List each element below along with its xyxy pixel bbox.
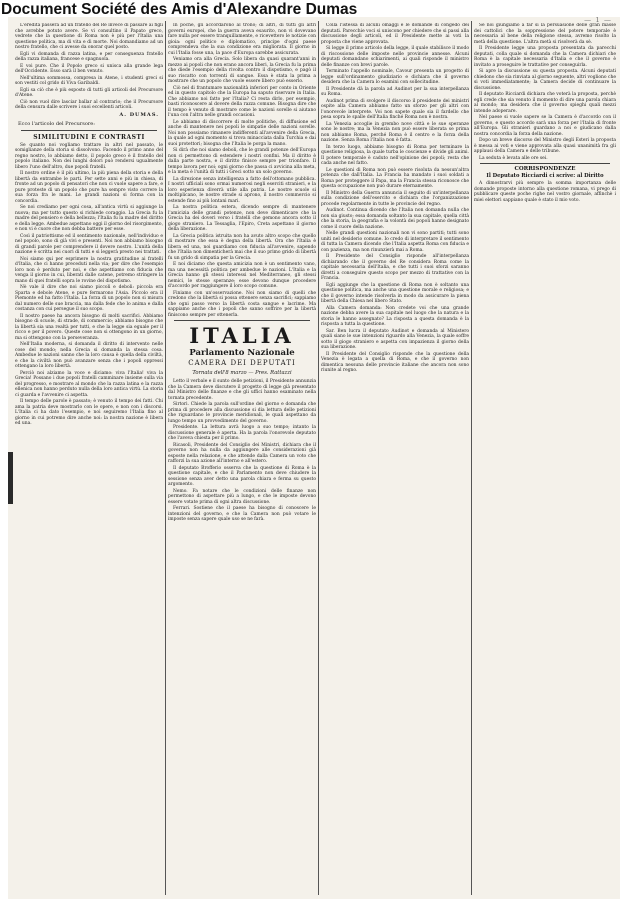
paragraph: Si dirà che noi siamo deboli, che le grandi potenze dell'Europa non ci permettono di estendere i nostri confini. Ma il diritto è dalla parte nostra, e il diritto finisce sempre per trionfare. Il tempo lavora per noi; ogni giorno che passa ci avvicina alla meta, e la meta è l'unità di tutti i Greci sotto un solo governo.: [168, 148, 316, 175]
binding-shadow: [8, 452, 13, 504]
paragraph: Sirtori. Chiede la parola sull'ordine del giorno e domanda che prima di procedere alla discussione si dia lettura delle petizioni che riguardano le provincie meridionali, le quali aspettano da lungo tempo un provvedimento del governo.: [168, 402, 316, 424]
paragraph: Nel paese si vuole sapere se la Camera è d'accordo con il governo, e questo accordo sarà una forza per l'Italia di fronte all'Europa. Gli stranieri guardano a noi e giudicano dalla nostra concordia la forza della nazione.: [474, 115, 616, 137]
paragraph: Si legge il primo articolo della legge, il quale stabilisce il modo di riscossione delle imposte nelle provincie annesse. Alcuni deputati domandano schiarimenti, ai quali risponde il ministro delle finanze con brevi parole.: [321, 46, 469, 68]
opening-paragraphs: [15, 23, 163, 111]
paragraph: Così il patriottismo ed il sentimento nazionale, nell'individuo e nel popolo, sono di già vivi e presenti. Noi non abbiamo bisogno di grandi parole per comprendere il dovere nostro. L'unità della nazione è scritta nei cuori di tutti e si leggerà presto nei trattati.: [15, 233, 163, 255]
paragraph: Colla l'istessa di alcuni omaggi e le domande di congedo dei deputati. Parecchie voci si uniscono per chiedere che si passi alla discussione degli articoli, ed il Presidente mette ai voti la proposta che viene approvata.: [321, 23, 469, 45]
paragraph: Nè vale il dire che noi siamo piccoli e deboli: piccola era Sparta e debole Atene, e pure fermarono l'Asia. Piccolo era il Piemonte ed ha fatto l'Italia. La forza di un popolo non si misura dal numero delle sue braccia, ma dalla fede che lo anima e dalla costanza con cui persegue il suo scopo.: [15, 285, 163, 312]
column-1: [15, 23, 163, 895]
paragraph: E voi pure. Che il Popolo greco si unisca alla grande lega dell'Occidente. Esso sarà il ben venuto.: [15, 63, 163, 74]
column-rule: [165, 21, 166, 895]
paragraph: Egli vi domanda di razza latina, e per conseguenza fratello della razza italiana, francese e spagnuola.: [15, 51, 163, 62]
correspondence-heading: CORRISPONDENZE: [514, 166, 576, 172]
chamber-title: CAMERA DEI DEPUTATI: [188, 359, 296, 367]
column-2: [168, 23, 316, 895]
column-3: [321, 23, 469, 895]
paragraph: Ferrari. Sostiene che il paese ha bisogno di conoscere le intenzioni del governo, e che la Camera non può votare le imposte senza sapere quale uso se ne farà.: [168, 506, 316, 522]
paragraph: Noi siamo qui per esprimere la nostra gratitudine ai fratelli d'Italia, che ci hanno preceduti nella via; per dire che l'esempio loro non è perduto per noi, e che aspettiamo con fiducia che venga il giorno in cui, liberati dalle catene, potremo stringere la mano di quei fratelli sopra le rovine del dispotismo.: [15, 256, 163, 284]
paragraph: Se noi crediamo per ogni cosa, all'antica virtù si aggiunge la nuova; ma per tutto questo si richiede coraggio. La Grecia fu la madre del pensiero e della bellezza; l'Italia fu la madre del diritto e della legge. Ambedue aspettano oggi il giorno del risorgimento, e non vi è cuore che non debba battere per esse.: [15, 205, 163, 232]
paragraph: Letto il verbale e il sunto delle petizioni, il Presidente annunzia che la Camera deve discutere il progetto di legge già presentato dal Ministro delle finanze e che gli uffici hanno esaminato nella tornata precedente.: [168, 379, 316, 401]
page-number: — 1 —: [584, 17, 612, 24]
paragraph: Finiamo con un'osservazione. Noi non siamo di quelli che credono che la libertà si possa ottenere senza sacrifici; sappiamo che ogni passo verso la libertà costa sangue e lacrime. Ma sappiamo anche che i popoli che sanno soffrire per la libertà finiscono sempre per ottenerla.: [168, 290, 316, 318]
paragraph: Egli aggiunge che la questione di Roma non è soltanto una questione politica, ma anche una questione morale e religiosa; e che il governo intende risolverla in modo da assicurare la piena libertà della Chiesa nel libero Stato.: [321, 282, 469, 304]
paragraph: Nelle grandi questioni nazionali non vi sono partiti; tutti sono uniti nel desiderio comune. Io credo di interpretare il sentimento di tutta la Camera dicendo che l'Italia aspetta Roma con fiducia e con pazienza, ma non rinunzierà mai a Roma.: [321, 231, 469, 253]
document-watermark: Document Société des Amis d'Alexandre Dumas: [1, 1, 358, 18]
paragraph: Se noi giungiamo a far sì la persuasione delle gran masse dei cattolici che la soppressione del potere temporale è necessaria al bene della religione stessa, avremo risolto la metà della questione. L'altra metà si risolverà da sè.: [474, 23, 616, 45]
paragraph: Ciò non vuol dire lasciar ballar al contrario; che il Precursore della censura dalle scrivere i suoi eccellenti articoli.: [15, 99, 163, 110]
paragraph: Il deputato Ricciardi dichiara che voterà la proposta, perchè egli crede che sia venuto il momento di dire una parola chiara al mondo; ma desidera che il governo spieghi quali mezzi intende adoperare.: [474, 92, 616, 114]
session-line: Tornata dell'8 marzo — Pres. Rattazzi: [192, 370, 292, 376]
paragraph: Nell'Italia moderna, si domanda il diritto di intervento nelle cose del mondo; nella Grecia si domanda la stessa cosa. Ambedue le nazioni sanno che la loro causa è quella della civiltà, e che la civiltà non può avanzare senza che i popoli oppressi ottengano la loro libertà.: [15, 342, 163, 369]
paragraph: Terminato l'appello nominale, Cavour presenta un progetto di legge sull'ordinamento giudiziario e dichiara che il governo desidera che la Camera lo esamini con sollecitudine.: [321, 69, 469, 85]
paragraph: Alla Camera domanda: Non credete voi che una grande nazione debba avere la sua capitale nel luogo che la natura e la storia le hanno assegnato? La risposta a questa domanda è la risposta a tutta la questione.: [321, 305, 469, 327]
paragraph: In terzo luogo, abbiamo bisogno di Roma per terminare la questione religiosa, la quale turba le coscienze e divide gli animi. Il potere temporale è caduto nell'opinione dei popoli; resta che cada anche nel fatto.: [321, 144, 469, 166]
paragraph: Audinot prima di svolgere il discorso il presidente dei ministri ospite alla Camera abbiamo fatto un sforzo per gli altri con l'onorevole interprete. Voi non sapete quale sia il fardello che pesa sopra le spalle dell'Italia finché Roma non è nostra.: [321, 98, 469, 120]
paragraph: La nostra politica estera, dicendo sempre di mantenere l'amicizia delle grandi potenze, non deve dimenticare che la Grecia ha dei doveri verso i fratelli che gemono ancora sotto il giogo straniero. La Tessaglia, l'Epiro, Creta aspettano il giorno della liberazione.: [168, 205, 316, 232]
newspaper-page: [8, 17, 620, 899]
paragraph: A dimostrarvi più sempre la somma importanza delle domande proposte intorno alla questione romana, vi prego di pubblicare queste poche righe nel vostro giornale, affinchè i miei elettori sappiano quale è stato il mio voto.: [474, 181, 616, 203]
divider: [174, 320, 310, 321]
paragraph: Presidente. La lettura avrà luogo a suo tempo; intanto la discussione generale è aperta. Ha la parola l'onorevole deputato che l'aveva chiesta per il primo.: [168, 425, 316, 441]
paragraph: Se quanto noi vogliamo trattare in altri nel passato, le somiglianze della storia si dissolvono. Facendo il primo anno del regno nostro, lo abbiamo detto, il popolo greco è il fratello del popolo italiano. Non dei lunghi dolori può rendersi ugualmente libero l'uno dell'altro, due popoli fratelli.: [15, 142, 163, 170]
paragraph: Audinot. Continua dicendo che l'Italia non domanda nulla che non sia giusto; essa domanda soltanto la sua capitale, quella città che la storia, la geografia e la volontà dei popoli hanno designato come il cuore della nazione.: [321, 208, 469, 230]
correspondence-subheading: Il Deputato Ricciardi ci scrive: al Diritto: [486, 173, 604, 179]
column-rule: [318, 21, 319, 895]
paragraph: Nell'ultima sommossa, compresa in Atene, i studenti greci si son vestiti col grido di Viva Garibaldi.: [15, 75, 163, 86]
paragraph: Il Ministro della Guerra annuncia il seguito di un'interpellanza sulla condizione dell'esercito e dichiara che l'organizzazione procede regolarmente in tutte le provincie del regno.: [321, 190, 469, 207]
paragraph: La seduta è levata alle ore sei.: [479, 155, 548, 161]
paragraph: Le abbiamo di discorrere di molte politiche, di diffusione ed anche di mantenere nei popoli le simpatie delle nazioni sorelle. Noi non possiamo rimanere indifferenti all'avvenire della Grecia, la quale ad ogni momento si trova minacciata dalla Turchia e dai suoi protettori; bisogna che l'Italia le porga la mano.: [168, 119, 316, 147]
paragraph: Il nostro paese ha ancora bisogno di molti sacrifici. Abbiamo bisogno di scuole, di strade, di commercio; abbiamo bisogno che la libertà sia una realtà per tutti, e che la legge sia eguale per il ricco e per il povero. Queste cose non si ottengono in un giorno, ma si ottengono con la perseveranza.: [15, 313, 163, 341]
paragraph: Ciò nel di frantumare nazionalità inferiori per conto in Oriente ed in questo capitolo che la Europa ha saputo riservare in Italia. Che abbiamo noi fatto per l'Italia? Ci resta dirlo, per esempio, basti riconoscere al dovere della razza comune. Bisogna dire che il tempo è venuto di mostrare come le nazioni sorelle si aiutano l'una con l'altra nelle grandi occasioni.: [168, 85, 316, 118]
paragraph: Nemo. Fa notare che le condizioni delle finanze non permettono di aspettare più a lungo, e che le imposte devono essere votate prima di ogni altra discussione.: [168, 488, 316, 505]
paragraph: Il nostro ordine è il più ultimo, la più piena della storia e della libertà da entrambe le parti. Per sette anni e più in chiesa, di fronte ad un popolo di pensatori che non ci vuole sapere a fare, e pure proteste di un popolo che pure ha sempre visto correre la sua forza fra le mani. Le grandi nazioni si forma con la concordia.: [15, 171, 163, 204]
paragraph: La Venezia accoglie in grembo nove città e le sue speranze sono le nostre; ma la Venezia non può essere liberata se prima non abbiamo Roma, perché Roma è il centro e la forza della nazione. Senza Roma l'Italia non è fatta.: [321, 121, 469, 143]
paragraph: Il deputato Brofferio osserva che la questione di Roma è la questione capitale, e che il Parlamento non deve chiudere la sessione senza aver detto una parola chiara e ferma su questo argomento.: [168, 465, 316, 487]
paragraph: L'eredità passerà ad un fratello del Re invece di passare ai figli che avrebbe potuto avere. Se vi consultino il Papato greco, vedrete che la questione di Roma non è più per l'Italia una questione politica, ma di vita e di morte. Noi domandiamo ad un nostro fratello, che ci avesse da onorar quel posto.: [15, 23, 163, 50]
paragraph: Egli sa ciò che è più esposto di tutti gli articoli del Precursore d'Atene.: [15, 87, 163, 98]
paragraph: Le questioni di Roma non può essere risoluta da nessun'altra potenza che dall'Italia. La Francia ha mandato i suoi soldati a Roma per proteggere il Papa, ma la Francia stessa riconosce che questa occupazione non può durare eternamente.: [321, 167, 469, 189]
paragraph: Perciò noi alziamo la voce e diciamo: viva l'Italia! viva la Grecia! Possano i due popoli fratelli camminare insieme sulla via del progresso, e mostrare al mondo che la razza latina e la razza ellenica non hanno perduto nulla della loro antica virtù. La storia ci guarda e l'avvenire ci aspetta.: [15, 370, 163, 398]
article-title: SIMILITUDINI E CONTRASTI: [33, 133, 145, 141]
paragraph: Il Presidente del Consiglio risponde che la questione della Venezia è legata a quella di Roma, e che il governo non dimentica nessuna delle provincie italiane che ancora non sono riunite al regno.: [321, 351, 469, 373]
column-4: [474, 23, 616, 895]
author-signature: A. DUMAS.: [119, 111, 159, 118]
column-rule: [471, 21, 472, 895]
paragraph: Il Presidente del Consiglio risponde all'interpellanza dichiarando che il governo del Re considera Roma come la capitale necessaria dell'Italia, e che tutti i suoi sforzi saranno diretti a conseguire questo scopo per mezzo di trattative con la Francia.: [321, 254, 469, 281]
paragraph: La Grecia politica istruita non ha avuto altro scopo che quello di mostrare che essa è degna della libertà. Ora che l'Italia è libera ed una, noi guardiamo con fiducia all'avvenire, sapendo che l'Italia non dimenticherà mai che il suo primo grido di libertà fu un grido di simpatia per la Grecia.: [168, 233, 316, 261]
paragraph: Si apre la discussione su questa proposta. Alcuni deputati chiedono che sia rinviata al giorno seguente, altri vogliono che si voti immediatamente; la Camera decide di continuare la discussione.: [474, 69, 616, 91]
paragraph: La direzione senza intelligenza a fatto dell'ottomano pubblica. I nostri ufficiali sono ormai numerosi negli eserciti stranieri, e la loro esperienza diverrà utile alla patria. Le nostre scuole si moltiplicano, le nostre strade si aprono, il nostro commercio si estende fino ai più lontani mari.: [168, 176, 316, 204]
paragraph: Il Presidente legge una proposta presentata da parecchi deputati, colla quale si domanda che la Camera dichiari che Roma è la capitale necessaria d'Italia e che il governo è invitato a proseguire le trattative per conseguirla.: [474, 46, 616, 68]
divider: [21, 130, 157, 131]
paragraph: Veniamo ora alla Grecia. Solo libera da quasi quarant'anni in mezzo ai popoli che non erano ancora liberi, la Grecia fu la prima che diede l'esempio della rivolta contro il dispotismo, e pagò il suo riscatto con torrenti di sangue. Essa è stata la prima a mostrare che un popolo che vuole essere libero può esserlo.: [168, 57, 316, 84]
paragraph: E noi diciamo che questa amicizia non è un sentimento vano, ma una necessità politica per ambedue le nazioni. L'Italia e la Grecia hanno gli stessi interessi nel Mediterraneo, gli stessi nemici, le stesse speranze; esse devono dunque procedere d'accordo per raggiungere il loro scopo comune.: [168, 262, 316, 289]
paragraph: Sar. Ben lucra il deputato Audinot e domanda al Ministero quali siano le sue intenzioni riguardo alla Venezia, la quale soffre sotto il giogo straniero e aspetta con impazienza il giorno della sua liberazione.: [321, 328, 469, 350]
article-intro: Ecco l'articolo del Precursore:: [18, 120, 95, 127]
paragraph: Dopo un breve discorso del Ministro degli Esteri la proposta è messa ai voti e viene approvata alla quasi unanimità fra gli applausi della Camera e delle tribune.: [474, 138, 616, 154]
paragraph: Il Presidente dà la parola ad Audinot per la sua interpellanza su Roma.: [321, 86, 469, 97]
divider: [480, 163, 610, 164]
newspaper-title: ITALIA: [189, 323, 295, 348]
parliament-title: Parlamento Nazionale: [189, 348, 295, 358]
paragraph: Il tempo delle parole è passato; è venuto il tempo dei fatti. Chi ama la patria deve mostrarlo con le opere, e non con i discorsi. L'Italia ci ha dato l'esempio, e noi seguiremo l'Italia fino al giorno in cui potremo dire anche noi: la nostra nazione è libera ed una.: [15, 399, 163, 426]
paragraph: Ricasoli, Presidente del Consiglio dei Ministri, dichiara che il governo non ha nulla da aggiungere alle considerazioni già esposte nella relazione, e che attende dalla Camera un voto che rafforzi la sua azione all'interno e all'estero.: [168, 442, 316, 464]
paragraph: In poche, gli accordarono al trono; di altri, di tutti gli altri governi europei, che la guerra aveva esaurito, non vi dovevano fare nulla per essere tranquillamente, e ricevettero le notizie con gioia: ogni politico e diplomatico, principe d'ogni paese comprendeva che la sua condizione era migliorata. Il giorno in cui l'Italia fosse una, la pace d'Europa sarebbe assicurata.: [168, 23, 316, 56]
